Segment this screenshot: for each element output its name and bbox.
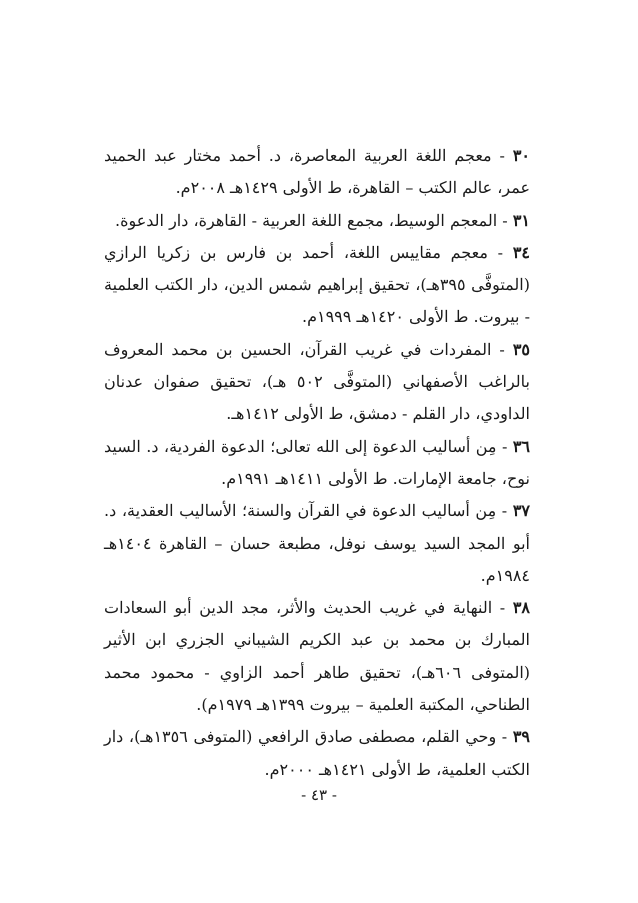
entry-number: ٣٩ (512, 727, 531, 747)
bibliography-list (104, 140, 530, 786)
entry-number: ٣٦ (512, 436, 530, 456)
bibliography-entry-37 (104, 495, 530, 592)
bibliography-entry-39 (104, 721, 530, 786)
entry-number: ٣١ (512, 210, 530, 230)
bibliography-entry-35 (104, 334, 530, 431)
entry-number: ٣٥ (512, 339, 530, 359)
entry-text: - وحي القلم، مصطفى صادق الرافعي (المتوفى ١٣٥٦هـ)، دار الكتب العلمية، ط الأولى ١٤٢١هـ ٢٠٠٠م. (104, 727, 530, 779)
entry-number: ٣٠ (512, 146, 530, 165)
entry-text: - مِن أساليب الدعوة إلى الله تعالى؛ الدعوة الفردية، د. السيد نوح، جامعة الإمارات. ط الأولى ١٤١١هـ ١٩٩١م. (104, 436, 530, 488)
entry-text: - مِن أساليب الدعوة في القرآن والسنة؛ الأساليب العقدية، د. أبو المجد السيد يوسف نوفل، مطبعة حسان – القاهرة ١٤٠٤هـ ١٩٨٤م. (104, 501, 530, 585)
entry-text: - المفردات في غريب القرآن، الحسين بن محمد المعروف بالراغب الأصفهاني (المتوفَّى ٥٠٢ هـ)، تحقيق صفوان عدنان الداودي، دار القلم - دمشق، ط الأولى ١٤١٢هـ. (104, 339, 530, 424)
entry-text: - معجم مقاييس اللغة، أحمد بن فارس بن زكريا الرازي (المتوفَّى ٣٩٥هـ)، تحقيق إبراهيم شمس الدين، دار الكتب العلمية - بيروت. ط الأولى ١٤٢٠هـ ١٩٩٩م. (104, 242, 530, 327)
bibliography-entry-30 (104, 140, 530, 205)
bibliography-entry-38 (104, 592, 530, 721)
bibliography-entry-34 (104, 237, 530, 334)
bibliography-entry-31 (104, 205, 530, 237)
entry-number: ٣٤ (512, 242, 530, 262)
entry-number: ٣٧ (512, 501, 531, 521)
entry-text: - المعجم الوسيط، مجمع اللغة العربية - القاهرة، دار الدعوة. (114, 210, 508, 230)
entry-text: - النهاية في غريب الحديث والأثر، مجد الدين أبو السعادات المبارك بن محمد بن عبد الكريم الشيباني الجزري ابن الأثير (المتوفى ٦٠٦هـ)، تحقيق طاهر أحمد الزاوي - محمود محمد الطناحي، المكتبة العلمية – بيروت ١٣٩٩هـ ١٩٧٩م). (104, 598, 531, 715)
entry-text: - معجم اللغة العربية المعاصرة، د. أحمد مختار عبد الحميد عمر، عالم الكتب – القاهرة، ط الأولى ١٤٢٩هـ ٢٠٠٨م. (104, 146, 530, 198)
page-number: - ٤٣ - (301, 786, 337, 804)
bibliography-entry-36 (104, 431, 530, 496)
entry-number: ٣٨ (512, 598, 530, 618)
